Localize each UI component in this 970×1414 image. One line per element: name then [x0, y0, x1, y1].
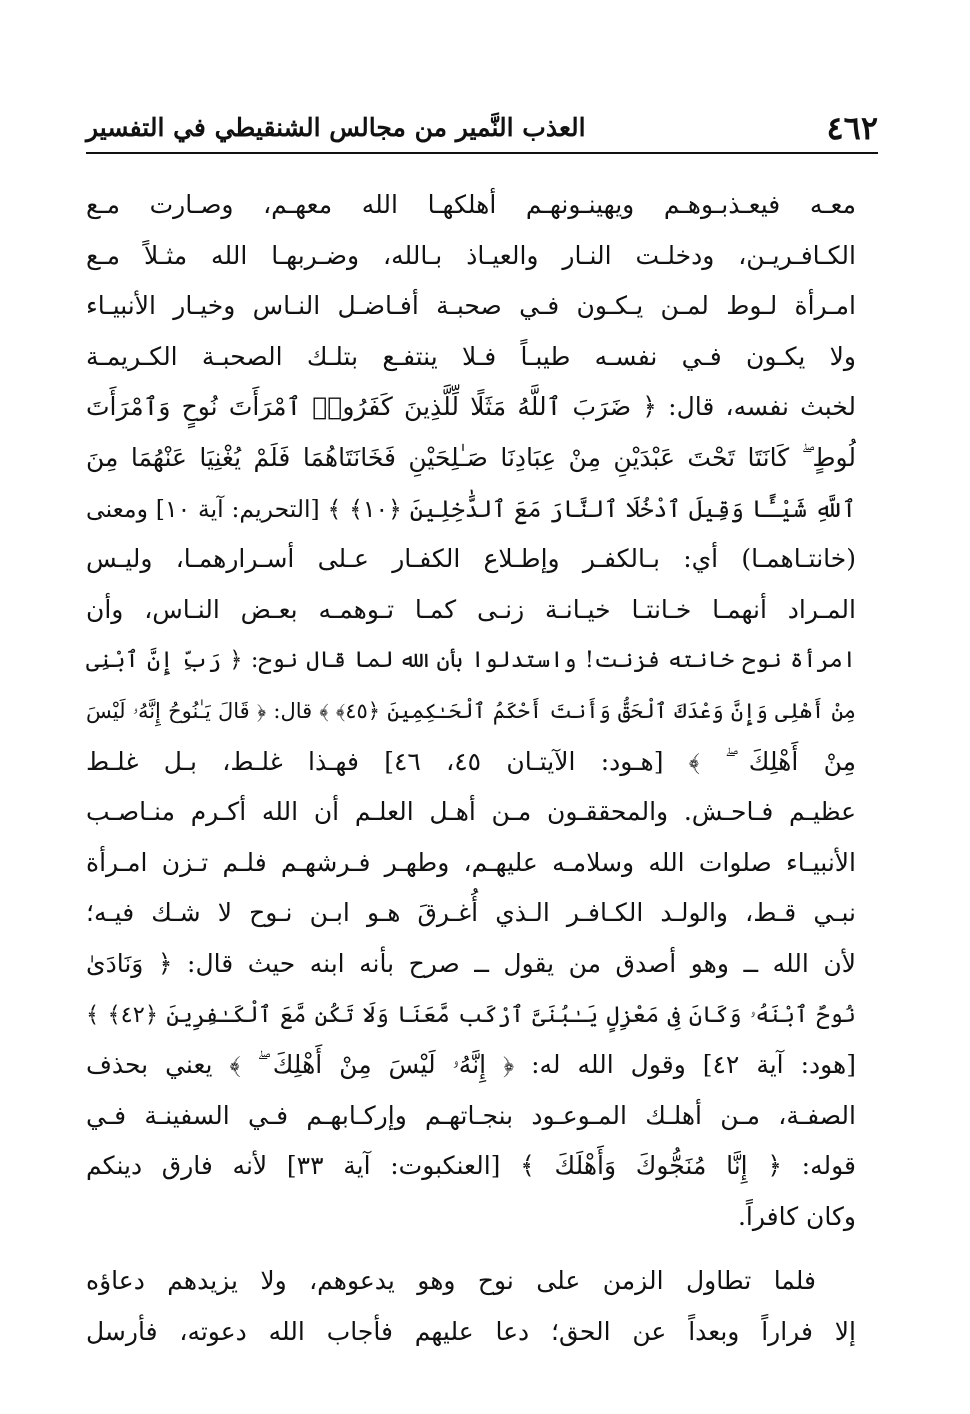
- paragraph-1: [86, 180, 856, 1242]
- text-line: إلا فراراً وبعداً عن الحق؛ دعا عليهم فأجاب الله دعوته، فأرسل: [86, 1316, 856, 1346]
- text-line: فلما تطاول الزمن على نوح وهو يدعوهم، ولا يزيدهم دعاؤه: [86, 1266, 816, 1295]
- text-line: لأن الله ــ وهو أصدق من يقول ــ صرح بأنه ابنه حيث قال: ﴿ وَنَادَىٰ: [86, 948, 856, 978]
- text-line: عظيـم فـاحـش. والمحققـون مـن أهـل العلـم أن الله أكـرم منـاصـب: [86, 797, 856, 827]
- page-number: ٤٦٢: [826, 109, 878, 147]
- text-line: امـرأة لـوط لمـن يـكـون فـي صحبـة أفـاضـل النـاس وخيـار الأنبيـاء: [86, 291, 856, 321]
- header-rule: [86, 152, 878, 154]
- text-line: وكان كافراً.: [737, 1201, 856, 1231]
- text-line: ٱللَّهِ شَيْـًٔا وَقِيلَ ٱدْخُلَا ٱلنَّارَ مَعَ ٱلدَّٰخِلِينَ ﴿١٠﴾ ﴾ [التحريم: آية ١٠] ومعنى: [86, 494, 856, 523]
- text-line: مِنْ أَهْلِكَ ۖ ﴾ [هـود: الآيتـان ٤٥، ٤٦] فهـذا غلـط، بـل غلـط: [86, 746, 856, 776]
- text-line: الأنبيـاء صلوات الله وسلامـه عليهـم، وطهـر فـرشهـم فلـم تـزن امـرأة: [86, 847, 856, 877]
- text-line: قوله: ﴿ إِنَّا مُنَجُّوكَ وَأَهْلَكَ ﴾ [العنكبوت: آية ٣٣] لأنه فارق دينكم: [86, 1151, 856, 1181]
- text-line: الصفـة، مـن أهلـك المـوعـود بنجـاتهـم وإركـابهـم فـي السفينـة فـي: [86, 1100, 856, 1130]
- running-title: العذب النَّمير من مجالس الشنقيطي في التفسير: [86, 113, 586, 142]
- text-line: امرأة نوح خانته فزنت! واستدلوا بأن الله لما قال نوح: ﴿ رَبِّ إِنَّ ٱبْنِى: [86, 647, 856, 674]
- paragraph-2: [86, 1256, 856, 1357]
- text-line: نُوحٌ ٱبْنَهُۥ وَكَانَ فِى مَعْزِلٍ يَـٰبُنَىَّ ٱرْكَب مَّعَنَا وَلَا تَكُن مَّعَ ٱلْكَـٰفِرِينَ ﴿٤٢﴾ ﴾: [86, 1001, 856, 1028]
- text-line: (خانتـاهمـا) أي: بـالكفـر وإطـلاع الكفـار عـلى أسـرارهمـا، وليـس: [86, 544, 856, 574]
- page-header: [86, 100, 878, 150]
- text-line: نبـي قـط، والولـد الكـافـر الـذي أُغـرقَ هـو ابـن نـوح لا شـك فيـه؛: [86, 898, 856, 928]
- text-line: ولا يكـون فـي نفسـه طيبـاً فـلا ينتفـع بتلـك الصحبـة الكـريمـة: [86, 341, 856, 371]
- text-line: لُوطٍ ۖ كَانَتَا تَحْتَ عَبْدَيْنِ مِنْ عِبَادِنَا صَـٰلِحَيْنِ فَخَانَتَاهُمَا فَلَمْ يُغْنِيَا عَنْهُمَا مِنَ: [86, 442, 856, 472]
- text-line: الكـافـريـن، ودخلـت النـار والعيـاذ بـالله، وضـربهـا الله مثـلاً مـع: [86, 240, 856, 270]
- text-line: لخبث نفسه، قال: ﴿ ضَرَبَ ٱللَّهُ مَثَلًا لِّلَّذِينَ كَفَرُوا۟ ٱمْرَأَتَ نُوحٍ وَٱمْرَأَتَ: [86, 392, 856, 422]
- text-line: [هود: آية ٤٢] وقول الله له: ﴿ إِنَّهُۥ لَيْسَ مِنْ أَهْلِكَ ۖ ﴾ يعني بحذف: [86, 1050, 856, 1080]
- text-line: مِنْ أَهْلِى وَإِنَّ وَعْدَكَ ٱلْحَقُّ وَأَنتَ أَحْكَمُ ٱلْحَـٰكِمِينَ ﴿٤٥﴾ ﴾ قال: ﴿ قَالَ يَـٰنُوحُ إِنَّهُۥ لَيْسَ: [86, 698, 856, 723]
- text-line: معـه فيعـذبـوهـم ويهينـونهـم أهلكهـا الله معهـم، وصـارت مـع: [86, 190, 856, 219]
- text-line: المـراد أنهمـا خـانتـا خيـانـة زنـى كمـا تـوهمـه بعـض النـاس، وأن: [86, 594, 856, 624]
